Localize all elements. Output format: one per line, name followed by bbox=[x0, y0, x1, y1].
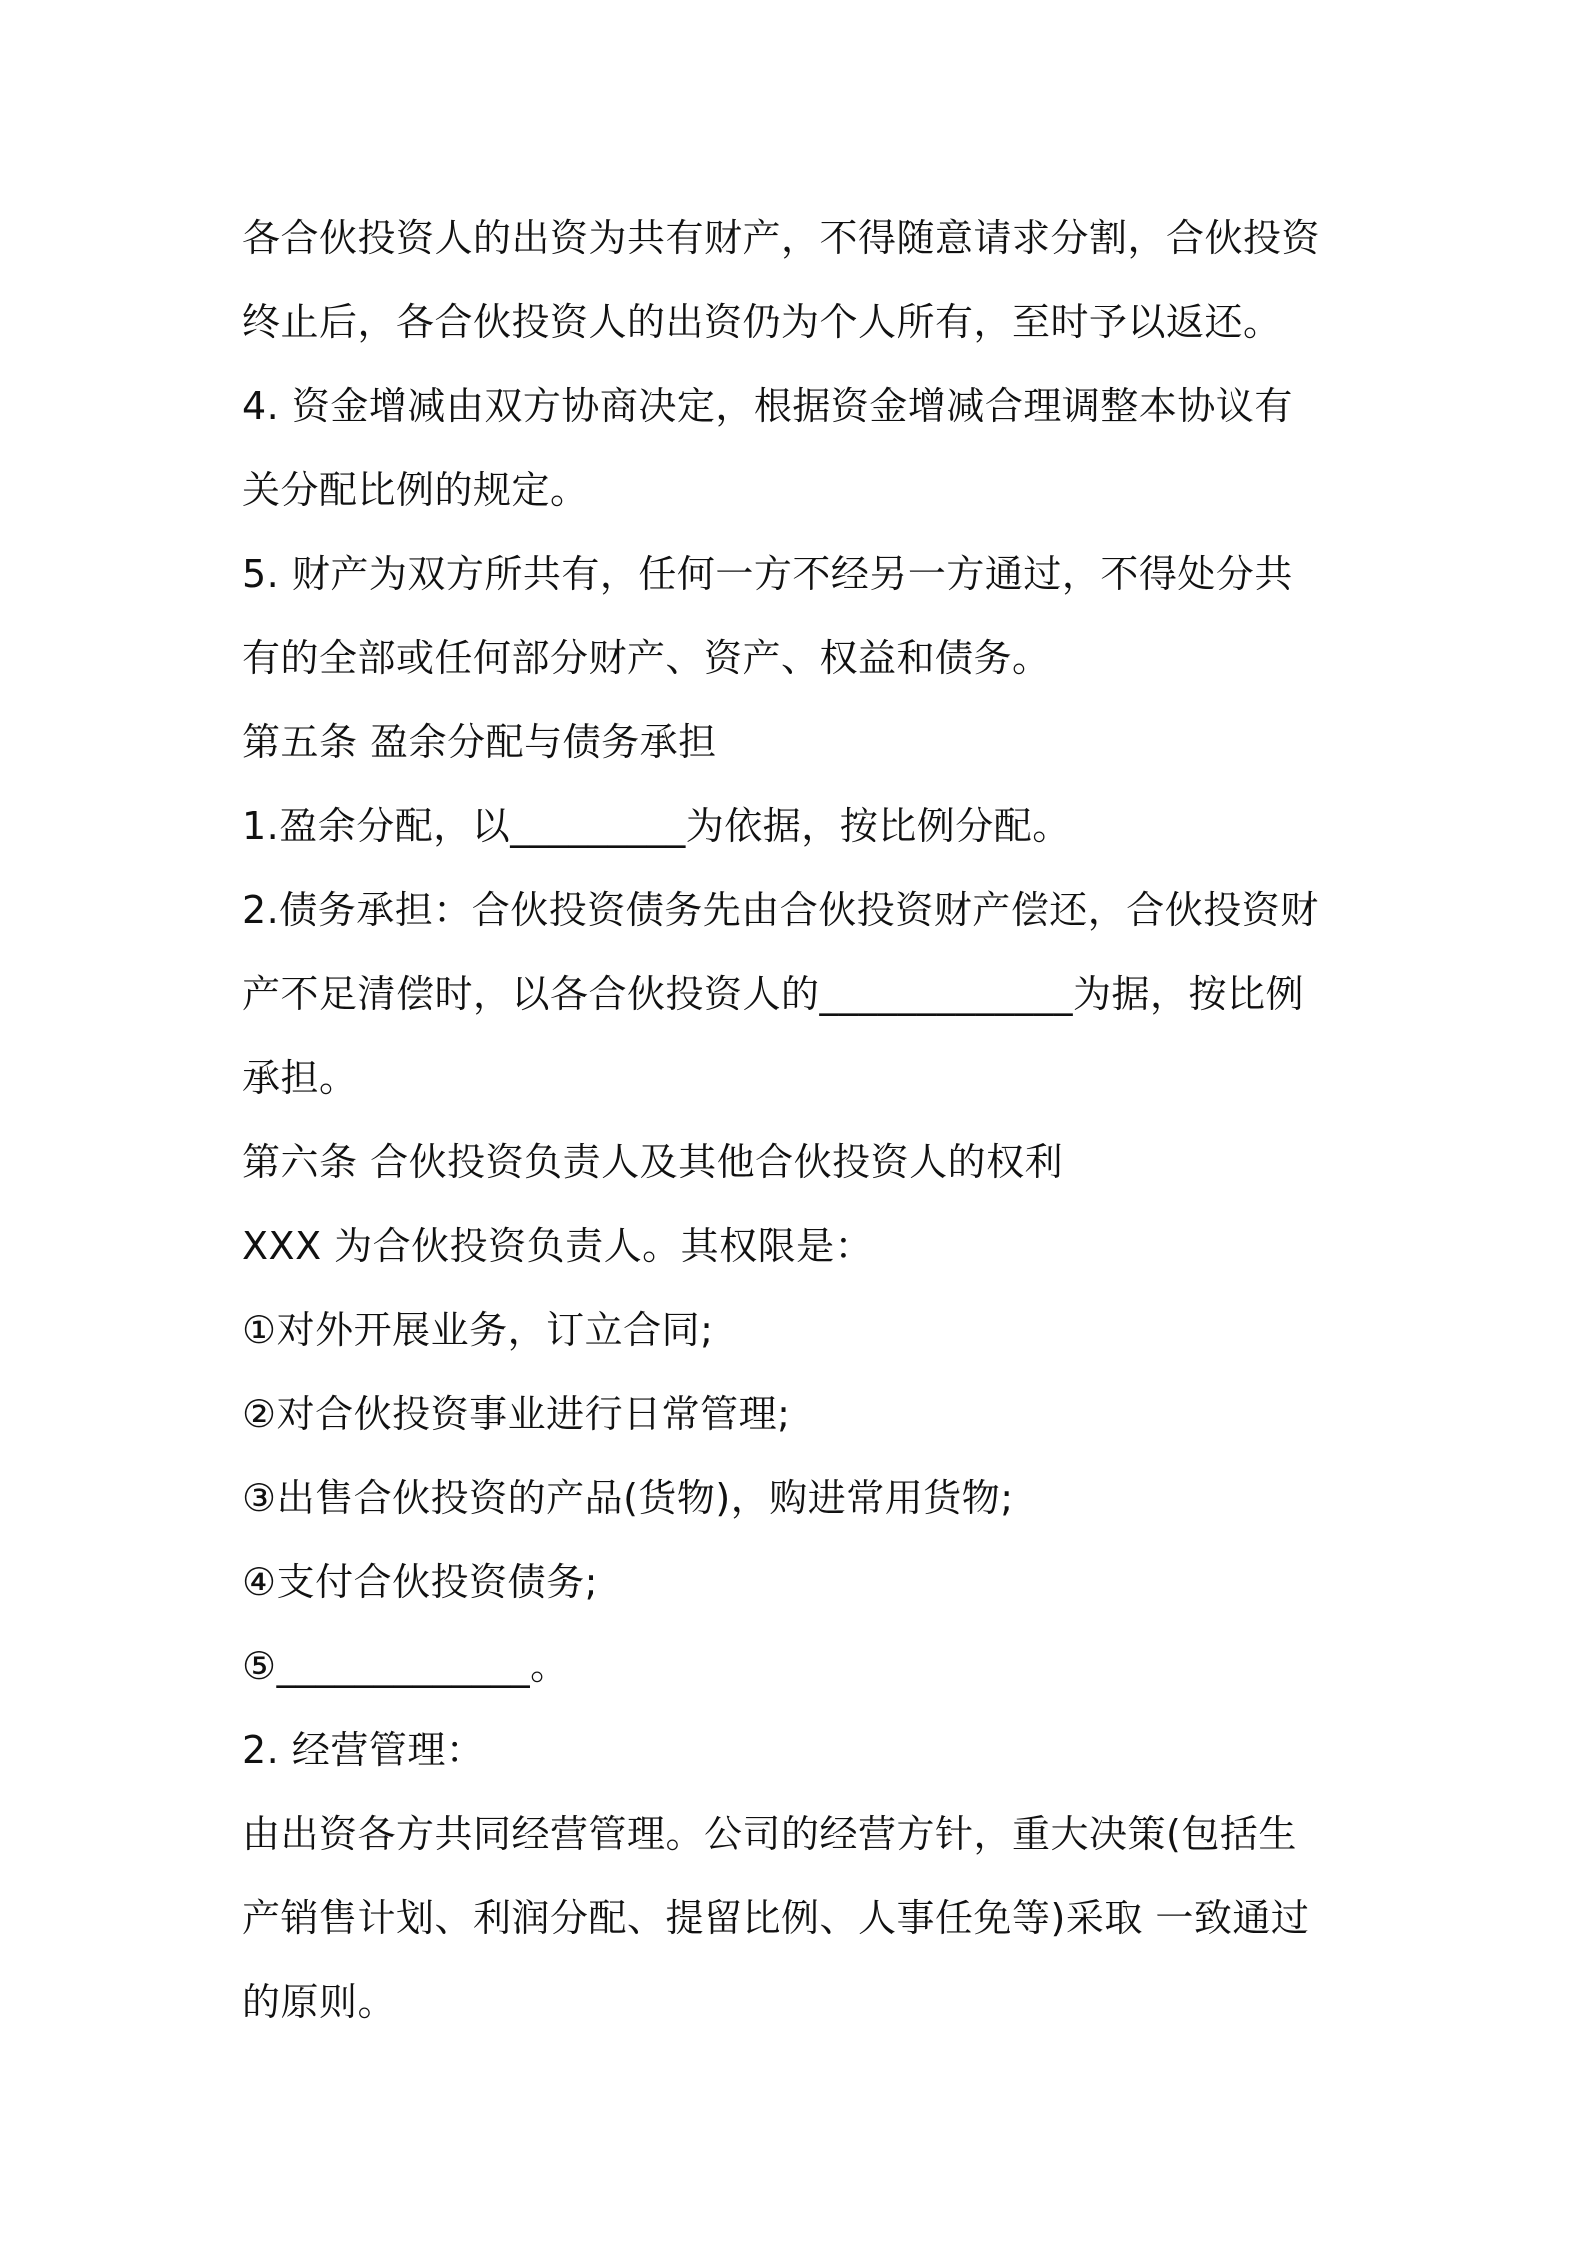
list-item: ②对合伙投资事业进行日常管理; bbox=[242, 1392, 791, 1436]
paragraph-line: 5. 财产为双方所共有，任何一方不经另一方通过，不得处分共 bbox=[242, 552, 1293, 596]
paragraph-line: 的原则。 bbox=[242, 1980, 397, 2024]
list-item: ④支付合伙投资债务; bbox=[242, 1560, 598, 1604]
paragraph-line: 有的全部或任何部分财产、资产、权益和债务。 bbox=[242, 636, 1051, 680]
section-heading: 第五条 盈余分配与债务承担 bbox=[242, 720, 717, 764]
paragraph-line: 由出资各方共同经营管理。公司的经营方针，重大决策(包括生 bbox=[242, 1812, 1297, 1856]
paragraph-line: 承担。 bbox=[242, 1056, 358, 1100]
list-item: ①对外开展业务，订立合同; bbox=[242, 1308, 714, 1352]
paragraph-line: 关分配比例的规定。 bbox=[242, 468, 589, 512]
paragraph-line: 产不足清偿时，以各合伙投资人的_____________为据，按比例 bbox=[242, 972, 1305, 1016]
document-body bbox=[242, 196, 1362, 2044]
section-heading: 第六条 合伙投资负责人及其他合伙投资人的权利 bbox=[242, 1140, 1064, 1184]
paragraph-line: 2. 经营管理： bbox=[242, 1728, 485, 1772]
paragraph-line: 2.债务承担：合伙投资债务先由合伙投资财产偿还，合伙投资财 bbox=[242, 888, 1319, 932]
paragraph-line: 各合伙投资人的出资为共有财产，不得随意请求分割，合伙投资 bbox=[242, 216, 1321, 260]
list-item: ⑤_____________。 bbox=[242, 1644, 569, 1688]
paragraph-line: XXX 为合伙投资负责人。其权限是： bbox=[242, 1224, 874, 1268]
paragraph-line: 4. 资金增减由双方协商决定，根据资金增减合理调整本协议有 bbox=[242, 384, 1293, 428]
paragraph-line: 1.盈余分配，以_________为依据，按比例分配。 bbox=[242, 804, 1071, 848]
list-item: ③出售合伙投资的产品(货物)，购进常用货物; bbox=[242, 1476, 1014, 1520]
paragraph-line: 终止后，各合伙投资人的出资仍为个人所有，至时予以返还。 bbox=[242, 300, 1282, 344]
paragraph-line: 产销售计划、利润分配、提留比例、人事任免等)采取 一致通过 bbox=[242, 1896, 1310, 1940]
